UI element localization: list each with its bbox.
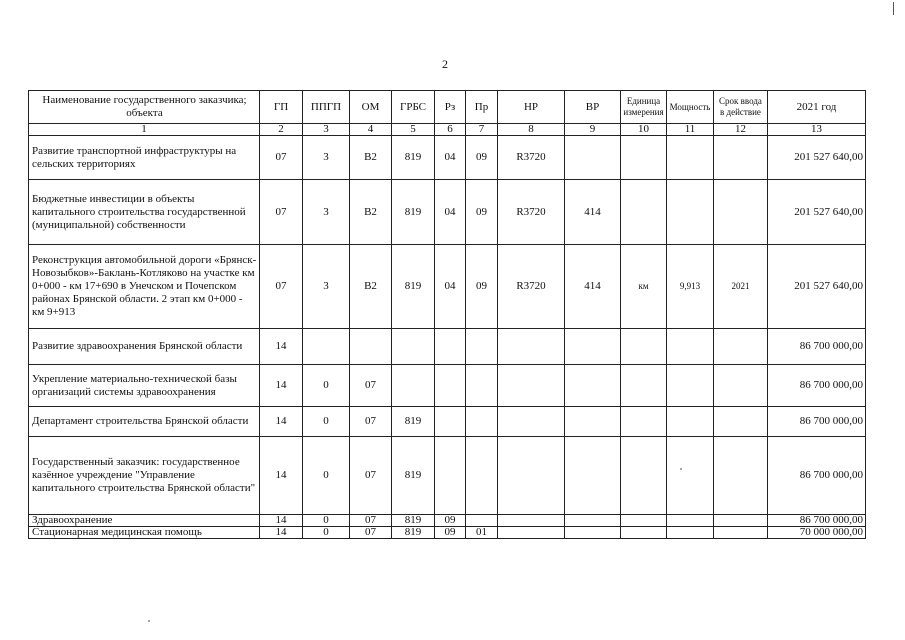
amount-cell: 86 700 000,00	[768, 437, 866, 515]
gp-cell: 14	[260, 437, 303, 515]
nr-cell: R3720	[498, 136, 565, 180]
vr-cell	[565, 527, 621, 539]
nr-cell	[498, 365, 565, 407]
ppgp-cell: 0	[303, 437, 350, 515]
capacity-cell	[667, 527, 714, 539]
table-row	[29, 180, 866, 245]
unit-cell	[621, 407, 667, 437]
table-row	[29, 437, 866, 515]
grbs-cell: 819	[392, 437, 435, 515]
unit-cell	[621, 329, 667, 365]
unit-cell	[621, 437, 667, 515]
gp-cell: 07	[260, 136, 303, 180]
column-number-row	[29, 124, 866, 136]
table-row	[29, 329, 866, 365]
ppgp-cell: 3	[303, 245, 350, 329]
unit-cell	[621, 527, 667, 539]
header-cell-grbs: ГРБС	[392, 91, 435, 124]
om-cell: 07	[350, 515, 392, 527]
pr-cell	[466, 437, 498, 515]
row-name-cell: Департамент строительства Брянской области	[29, 407, 260, 437]
amount-cell: 201 527 640,00	[768, 245, 866, 329]
gp-cell: 07	[260, 245, 303, 329]
header-cell-unit: Единица измерения	[621, 91, 667, 124]
table-header-row	[29, 91, 866, 124]
capacity-cell	[667, 329, 714, 365]
grbs-cell: 819	[392, 407, 435, 437]
commission-date-cell	[714, 515, 768, 527]
column-number-cell: 6	[435, 124, 466, 136]
grbs-cell	[392, 365, 435, 407]
unit-cell	[621, 365, 667, 407]
vr-cell	[565, 437, 621, 515]
amount-cell: 86 700 000,00	[768, 365, 866, 407]
vr-cell	[565, 365, 621, 407]
capacity-cell	[667, 515, 714, 527]
om-cell: В2	[350, 136, 392, 180]
header-cell-year: 2021 год	[768, 91, 866, 124]
gp-cell: 14	[260, 365, 303, 407]
page-number: 2	[442, 57, 448, 71]
rz-cell: 09	[435, 515, 466, 527]
commission-date-cell	[714, 437, 768, 515]
amount-cell: 201 527 640,00	[768, 136, 866, 180]
row-name-cell: Развитие здравоохранения Брянской области	[29, 329, 260, 365]
vr-cell	[565, 136, 621, 180]
pr-cell: 09	[466, 180, 498, 245]
header-cell-gp: ГП	[260, 91, 303, 124]
rz-cell: 04	[435, 136, 466, 180]
capacity-cell: 9,913	[667, 245, 714, 329]
om-cell: В2	[350, 180, 392, 245]
vr-cell: 414	[565, 245, 621, 329]
budget-table	[28, 90, 866, 539]
ppgp-cell: 3	[303, 136, 350, 180]
rz-cell	[435, 437, 466, 515]
column-number-cell: 3	[303, 124, 350, 136]
capacity-cell	[667, 407, 714, 437]
header-cell-name: Наименование государственного заказчика; объекта	[29, 91, 260, 124]
grbs-cell: 819	[392, 527, 435, 539]
gp-cell: 07	[260, 180, 303, 245]
amount-cell: 70 000 000,00	[768, 527, 866, 539]
om-cell: 07	[350, 407, 392, 437]
row-name-cell: Укрепление материально-технической базы организаций системы здравоохранения	[29, 365, 260, 407]
grbs-cell: 819	[392, 245, 435, 329]
pr-cell: 09	[466, 245, 498, 329]
pr-cell	[466, 365, 498, 407]
nr-cell	[498, 515, 565, 527]
ppgp-cell: 3	[303, 180, 350, 245]
column-number-cell: 2	[260, 124, 303, 136]
pr-cell	[466, 407, 498, 437]
unit-cell	[621, 180, 667, 245]
corner-mark	[893, 2, 894, 15]
vr-cell: 414	[565, 180, 621, 245]
column-number-cell: 10	[621, 124, 667, 136]
nr-cell	[498, 527, 565, 539]
table-row	[29, 527, 866, 539]
column-number-cell: 11	[667, 124, 714, 136]
column-number-cell: 13	[768, 124, 866, 136]
om-cell: 07	[350, 437, 392, 515]
commission-date-cell	[714, 365, 768, 407]
ppgp-cell: 0	[303, 407, 350, 437]
rz-cell	[435, 407, 466, 437]
column-number-cell: 5	[392, 124, 435, 136]
capacity-cell	[667, 365, 714, 407]
row-name-cell: Государственный заказчик: государственное казённое учреждение "Управление капитального строительства Брянской области"	[29, 437, 260, 515]
capacity-cell	[667, 136, 714, 180]
nr-cell	[498, 437, 565, 515]
row-name-cell: Бюджетные инвестиции в объекты капитального строительства государственной (муниципальной) собственности	[29, 180, 260, 245]
capacity-cell	[667, 437, 714, 515]
gp-cell: 14	[260, 329, 303, 365]
ppgp-cell	[303, 329, 350, 365]
scan-speck	[148, 620, 150, 622]
commission-date-cell	[714, 407, 768, 437]
table-row	[29, 365, 866, 407]
row-name-cell: Стационарная медицинская помощь	[29, 527, 260, 539]
grbs-cell: 819	[392, 180, 435, 245]
header-cell-rz: Рз	[435, 91, 466, 124]
column-number-cell: 4	[350, 124, 392, 136]
header-cell-capacity: Мощность	[667, 91, 714, 124]
commission-date-cell	[714, 329, 768, 365]
unit-cell: км	[621, 245, 667, 329]
table-row	[29, 136, 866, 180]
column-number-cell: 8	[498, 124, 565, 136]
amount-cell: 86 700 000,00	[768, 515, 866, 527]
unit-cell	[621, 515, 667, 527]
om-cell: В2	[350, 245, 392, 329]
om-cell	[350, 329, 392, 365]
vr-cell	[565, 515, 621, 527]
vr-cell	[565, 407, 621, 437]
rz-cell	[435, 329, 466, 365]
commission-date-cell	[714, 180, 768, 245]
amount-cell: 201 527 640,00	[768, 180, 866, 245]
column-number-cell: 12	[714, 124, 768, 136]
grbs-cell: 819	[392, 136, 435, 180]
column-number-cell: 7	[466, 124, 498, 136]
unit-cell	[621, 136, 667, 180]
ppgp-cell: 0	[303, 365, 350, 407]
header-cell-vr: ВР	[565, 91, 621, 124]
capacity-cell	[667, 180, 714, 245]
column-number-cell: 1	[29, 124, 260, 136]
nr-cell	[498, 329, 565, 365]
gp-cell: 14	[260, 515, 303, 527]
grbs-cell	[392, 329, 435, 365]
table-row	[29, 515, 866, 527]
vr-cell	[565, 329, 621, 365]
header-cell-nr: НР	[498, 91, 565, 124]
table-row	[29, 407, 866, 437]
commission-date-cell	[714, 527, 768, 539]
pr-cell: 01	[466, 527, 498, 539]
pr-cell: 09	[466, 136, 498, 180]
rz-cell: 04	[435, 180, 466, 245]
commission-date-cell: 2021	[714, 245, 768, 329]
pr-cell	[466, 515, 498, 527]
rz-cell: 04	[435, 245, 466, 329]
column-number-cell: 9	[565, 124, 621, 136]
nr-cell: R3720	[498, 180, 565, 245]
amount-cell: 86 700 000,00	[768, 329, 866, 365]
commission-date-cell	[714, 136, 768, 180]
header-cell-om: ОМ	[350, 91, 392, 124]
row-name-cell: Здравоохранение	[29, 515, 260, 527]
header-cell-pr: Пр	[466, 91, 498, 124]
rz-cell: 09	[435, 527, 466, 539]
om-cell: 07	[350, 527, 392, 539]
table-row	[29, 245, 866, 329]
row-name-cell: Развитие транспортной инфраструктуры на сельских территориях	[29, 136, 260, 180]
gp-cell: 14	[260, 527, 303, 539]
nr-cell	[498, 407, 565, 437]
ppgp-cell: 0	[303, 527, 350, 539]
header-cell-commission-date: Срок ввода в действие	[714, 91, 768, 124]
row-name-cell: Реконструкция автомобильной дороги «Брянск-Новозыбков»-Баклань-Котляково на участке км 0+000 - км 17+690 в Унечском и Почепском районах Брянской области. 2 этап км 0+000 - км 9+913	[29, 245, 260, 329]
header-cell-ppgp: ППГП	[303, 91, 350, 124]
nr-cell: R3720	[498, 245, 565, 329]
gp-cell: 14	[260, 407, 303, 437]
amount-cell: 86 700 000,00	[768, 407, 866, 437]
ppgp-cell: 0	[303, 515, 350, 527]
pr-cell	[466, 329, 498, 365]
om-cell: 07	[350, 365, 392, 407]
rz-cell	[435, 365, 466, 407]
grbs-cell: 819	[392, 515, 435, 527]
